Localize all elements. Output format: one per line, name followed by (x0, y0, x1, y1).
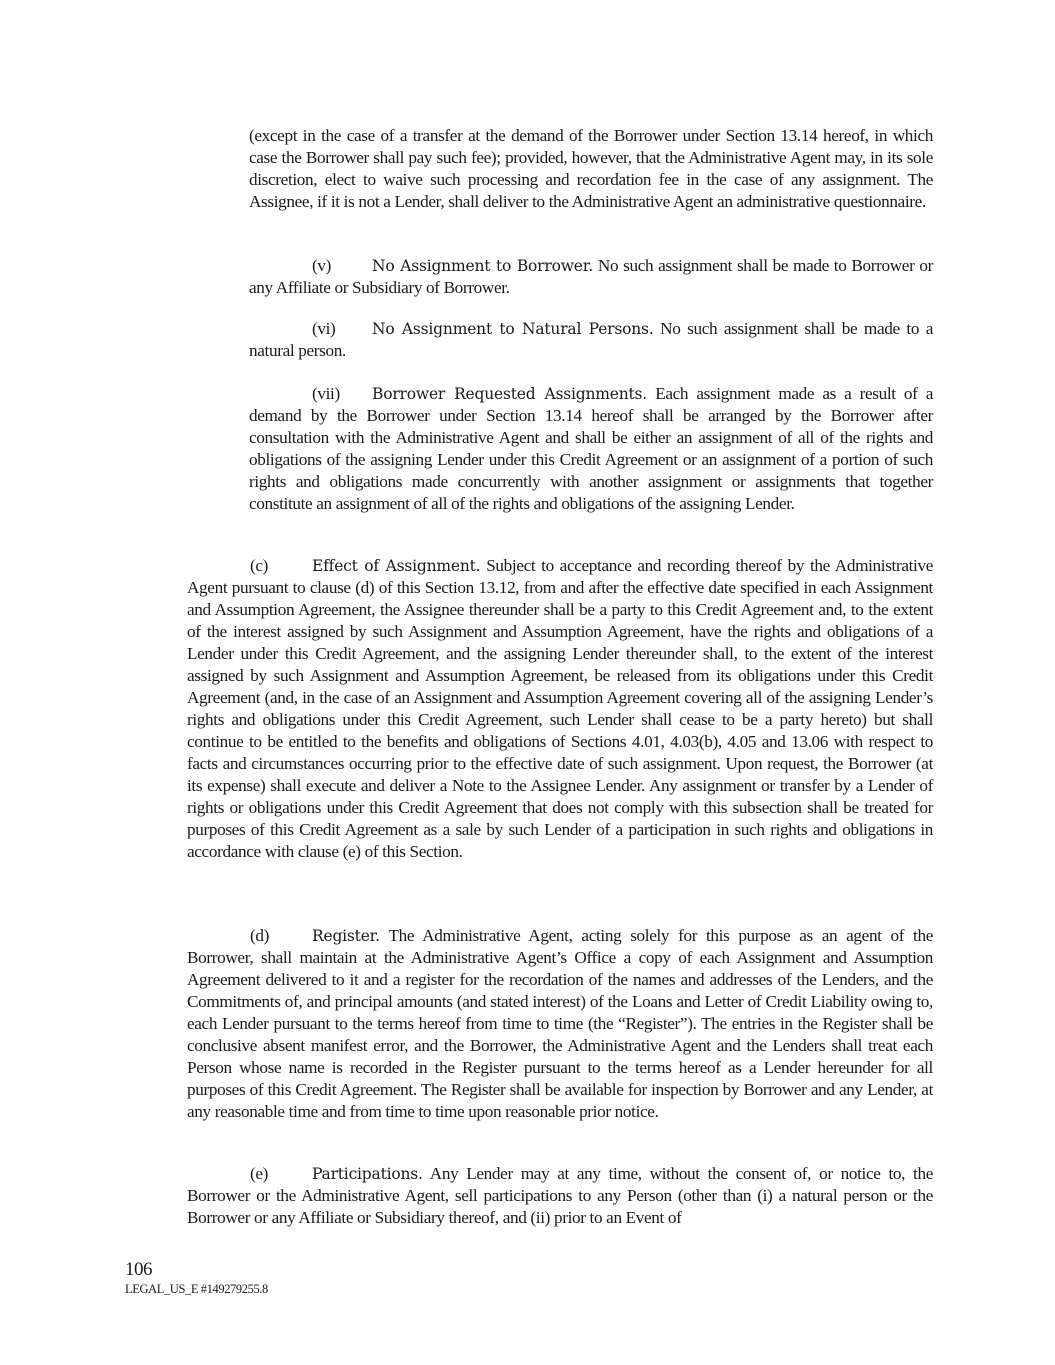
paragraph-vi-no-assignment-natural-persons (249, 318, 933, 362)
clause-heading: Register. (312, 927, 380, 945)
paragraph-text: (except in the case of a transfer at the demand of the Borrower under Section 13.14 hereof, in which case the Borrower shall pay such fee); provided, however, that the Administrative Agent may, in its sole discretion, elect to waive such processing and recordation fee in the case of any assignment. The Assignee, if it is not a Lender, shall deliver to the Administrative Agent an administrative questionnaire. (249, 126, 933, 211)
paragraph-d-register (187, 925, 933, 1123)
clause-heading: Effect of Assignment. (312, 557, 481, 575)
paragraph-text: Any Lender may at any time, without the consent of, or notice to, the Borrower or the Administrative Agent, sell participations to any Person (other than (i) a natural person or the Borrower or any Affiliate or Subsidiary thereof, and (ii) prior to an Event of (187, 1164, 933, 1227)
paragraph-fee-continuation (249, 125, 933, 213)
paragraph-c-effect-of-assignment (187, 555, 933, 863)
paragraph-text: No such assignment shall be made to a natural person. (249, 319, 934, 360)
clause-number: (vii) (312, 384, 340, 403)
clause-heading: Participations. (312, 1165, 423, 1183)
document-id: LEGAL_US_E #149279255.8 (125, 1282, 268, 1296)
clause-heading: No Assignment to Borrower. (372, 257, 593, 275)
paragraph-text: The Administrative Agent, acting solely for this purpose as an agent of the Borrower, shall maintain at the Administrative Agent’s Office a copy of each Assignment and Assumption Agreement delivered to it and a register for the recordation of the names and addresses of the Lenders, and the Commitments of, and principal amounts (and stated interest) of the Loans and Letter of Credit Liability owing to, each Lender pursuant to the terms hereof from time to time (the “Register”). The entries in the Register shall be conclusive absent manifest error, and the Borrower, the Administrative Agent and the Lenders shall treat each Person whose name is recorded in the Register pursuant to the terms hereof as a Lender hereunder for all purposes of this Credit Agreement. The Register shall be available for inspection by Borrower and any Lender, at any reasonable time and from time to time upon reasonable prior notice. (187, 926, 933, 1121)
clause-number: (v) (312, 256, 331, 275)
clause-heading: No Assignment to Natural Persons. (372, 320, 654, 338)
paragraph-text: Each assignment made as a result of a demand by the Borrower under Section 13.14 hereof shall be arranged by the Borrower after consultation with the Administrative Agent and shall be either an assignment of all of the rights and obligations of the assigning Lender under this Credit Agreement or an assignment of a portion of such rights and obligations made concurrently with another assignment or assignments that together constitute an assignment of all of the rights and obligations of the assigning Lender. (249, 384, 933, 513)
paragraph-vii-borrower-requested-assignments (249, 383, 933, 515)
paragraph-text: Subject to acceptance and recording thereof by the Administrative Agent pursuant to clause (d) of this Section 13.12, from and after the effective date specified in each Assignment and Assumption Agreement, the Assignee thereunder shall be a party to this Credit Agreement and, to the extent of the interest assigned by such Assignment and Assumption Agreement, have the rights and obligations of a Lender under this Credit Agreement, and the assigning Lender thereunder shall, to the extent of the interest assigned by such Assignment and Assumption Agreement, be released from its obligations under this Credit Agreement (and, in the case of an Assignment and Assumption Agreement covering all of the assigning Lender’s rights and obligations under this Credit Agreement, such Lender shall cease to be a party hereto) but shall continue to be entitled to the benefits and obligations of Sections 4.01, 4.03(b), 4.05 and 13.06 with respect to facts and circumstances occurring prior to the effective date of such assignment. Upon request, the Borrower (at its expense) shall execute and deliver a Note to the Assignee Lender. Any assignment or transfer by a Lender of rights or obligations under this Credit Agreement that does not comply with this subsection shall be treated for purposes of this Credit Agreement as a sale by such Lender of a participation in such rights and obligations in accordance with clause (e) of this Section. (187, 556, 933, 861)
paragraph-text: No such assignment shall be made to Borrower or any Affiliate or Subsidiary of Borrower. (249, 256, 934, 297)
clause-heading: Borrower Requested Assignments. (372, 385, 647, 403)
clause-number: (d) (250, 926, 269, 945)
clause-number: (c) (250, 556, 269, 575)
page-number: 106 (125, 1259, 152, 1280)
clause-number: (e) (250, 1164, 269, 1183)
clause-number: (vi) (312, 319, 336, 338)
paragraph-e-participations (187, 1163, 933, 1229)
paragraph-v-no-assignment-borrower (249, 255, 933, 299)
